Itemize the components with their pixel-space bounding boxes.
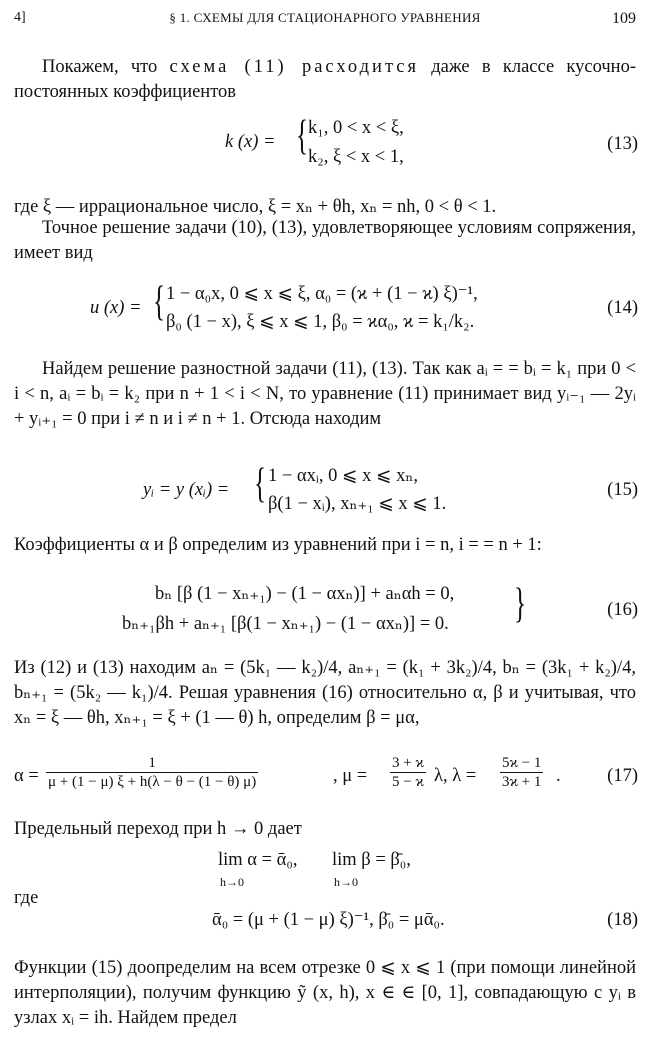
paragraph-intro: Покажем, что схема (11) расходится даже в классе кусочно-постоянных коэффициентов <box>14 57 636 102</box>
equation-number: (13) <box>607 134 638 154</box>
running-header <box>0 6 650 32</box>
page-number: 109 <box>612 10 636 27</box>
paragraph-xi: где ξ — иррациональное число, ξ = xₙ + θh, xₙ = nh, 0 < θ < 1. <box>14 197 497 217</box>
paragraph-coefficients: Коэффициенты α и β определим из уравнений при i = n, i = = n + 1: <box>14 535 542 555</box>
paragraph-coefficients-values: Из (12) и (13) находим aₙ = (5k₁ — k₂)/4, aₙ₊₁ = (k₁ + 3k₂)/4, bₙ = (3k₁ + k₂)/4, bₙ₊₁ = (5k₂ — k₁)/4. Решая уравнения (16) относительно α, β и учитывая, что xₙ = ξ — θh, xₙ₊₁ = ξ + (1 — θ) h, определим β = μα, <box>14 658 636 728</box>
chapter-number: 4] <box>14 10 26 25</box>
word-where: где <box>14 888 39 908</box>
paragraph-exact-solution: Точное решение задачи (10), (13), удовлетворяющее условиям сопряжения, имеет вид <box>14 218 636 263</box>
equation-14: u (x) = { 1 − α₀x, 0 ⩽ x ⩽ ξ, α₀ = (ϰ + (1 − ϰ) ξ)⁻¹, β₀ (1 − x), ξ ⩽ x ⩽ 1, β₀ = ϰα₀, ϰ = k₁/k₂. (14) <box>90 279 638 332</box>
equation-17: α = $\frac{1}{\mu + (1 - \mu) \xi + h(\lambda - \theta - (1 - \theta) \mu)}$ , μ = $\frac{3 + ϰ}{5 - ϰ}$ λ, λ = $\frac{5ϰ - 1}{3ϰ + 1}$ . (17) <box>14 755 638 790</box>
equation-18: ᾱ₀ = (μ + (1 − μ) ξ)⁻¹, β̄₀ = μᾱ₀. (18) <box>212 910 638 930</box>
equation-13: k (x) = { k₁, 0 < x < ξ, k₂, ξ < x < 1, (13) <box>225 113 638 167</box>
equation-15: yᵢ = y (xᵢ) = { 1 − αxᵢ, 0 ⩽ x ⩽ xₙ, β(1 − xᵢ), xₙ₊₁ ⩽ x ⩽ 1. (15) <box>143 461 638 514</box>
limit-equations: lim α = ᾱ₀, h→0 lim β = β̄₀, h→0 <box>218 850 411 889</box>
paragraph-limit: Предельный переход при h → 0 дает <box>14 819 302 839</box>
paragraph-interpolation: Функции (15) доопределим на всем отрезке 0 ⩽ x ⩽ 1 (при помощи линейной интерполяции), получим функцию ỹ (x, h), x ∈ ∈ [0, 1], совпадающую с yᵢ в узлах xᵢ = ih. Найдем предел <box>14 958 636 1028</box>
equation-16: bₙ [β (1 − xₙ₊₁) − (1 − αxₙ)] + aₙαh = 0, bₙ₊₁βh + aₙ₊₁ [β(1 − xₙ₊₁) − (1 − αxₙ)] = 0. } (16) <box>122 581 638 634</box>
paragraph-difference-problem: Найдем решение разностной задачи (11), (13). Так как aᵢ = = bᵢ = k₁ при 0 < i < n, aᵢ = bᵢ = k₂ при n + 1 < i < N, то уравнение (11) принимает вид yᵢ₋₁ — 2yᵢ + yᵢ₊₁ = 0 при i ≠ n и i ≠ n + 1. Отсюда находим <box>14 359 636 429</box>
section-title: § 1. СХЕМЫ ДЛЯ СТАЦИОНАРНОГО УРАВНЕНИЯ <box>169 10 481 25</box>
